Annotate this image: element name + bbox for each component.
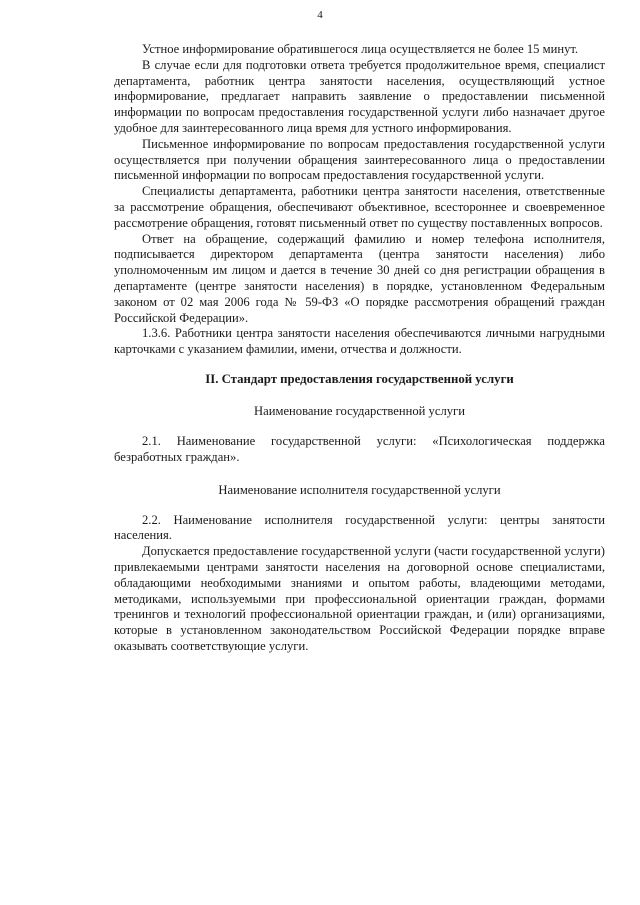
- paragraph-service-name: 2.1. Наименование государственной услуги: «Психологическая поддержка безработных граждан».: [114, 433, 605, 464]
- page-number: 4: [317, 9, 323, 21]
- section-title: II. Стандарт предоставления государственной услуги: [205, 371, 514, 386]
- paragraph-executor-name: 2.2. Наименование исполнителя государственной услуги: центры занятости населения.: [114, 512, 605, 543]
- document-body: [114, 42, 605, 655]
- subheading-service-name: Наименование государственной услуги: [254, 403, 465, 418]
- paragraph-badges: 1.3.6. Работники центра занятости населения обеспечиваются личными нагрудными карточками с указанием фамилии, имени, отчества и должности.: [114, 326, 605, 357]
- subheading-executor-name: Наименование исполнителя государственной услуги: [218, 482, 501, 497]
- paragraph-specialists-review: Специалисты департамента, работники центра занятости населения, ответственные за рассмотрение обращения, обеспечивают объективное, всестороннее и своевременное рассмотрение обращения, готовят письменный ответ по существу поставленных вопросов.: [114, 184, 605, 230]
- paragraph-response-signing: Ответ на обращение, содержащий фамилию и номер телефона исполнителя, подписывается директором департамента (центра занятости населения) либо уполномоченным им лицом и дается в течение 30 дней со дня регистрации обращения в департаменте (центре занятости населения) в порядке, установленном Федеральным законом от 02 мая 2006 года № 59-ФЗ «О порядке рассмотрения обращений граждан Российской Федерации».: [114, 231, 605, 325]
- paragraph-contract-specialists: Допускается предоставление государственной услуги (части государственной услуги) привлекаемыми центрами занятости населения на договорной основе специалистами, обладающими необходимыми знаниями и опытом работы, владеющими методами, методиками, используемыми при профессиональной ориентации граждан, формами тренингов и технологий профессиональной ориентации граждан, и (или) организациями, которые в установленном законодательством Российской Федерации порядке вправе оказывать соответствующие услуги.: [114, 544, 605, 653]
- paragraph-oral-info-duration: Устное информирование обратившегося лица осуществляется не более 15 минут.: [142, 42, 579, 56]
- paragraph-written-info: Письменное информирование по вопросам предоставления государственной услуги осуществляется при получении обращения заинтересованного лица о предоставлении письменной информации по вопросам предоставления государственной услуги.: [114, 136, 605, 183]
- paragraph-extended-time: В случае если для подготовки ответа требуется продолжительное время, специалист департамента, работник центра занятости населения, осуществляющий устное информирование, предлагает направить заявление о предоставлении письменной информации по вопросам предоставления государственной услуги либо назначает другое удобное для заинтересованного лица время для устного информирования.: [114, 57, 605, 135]
